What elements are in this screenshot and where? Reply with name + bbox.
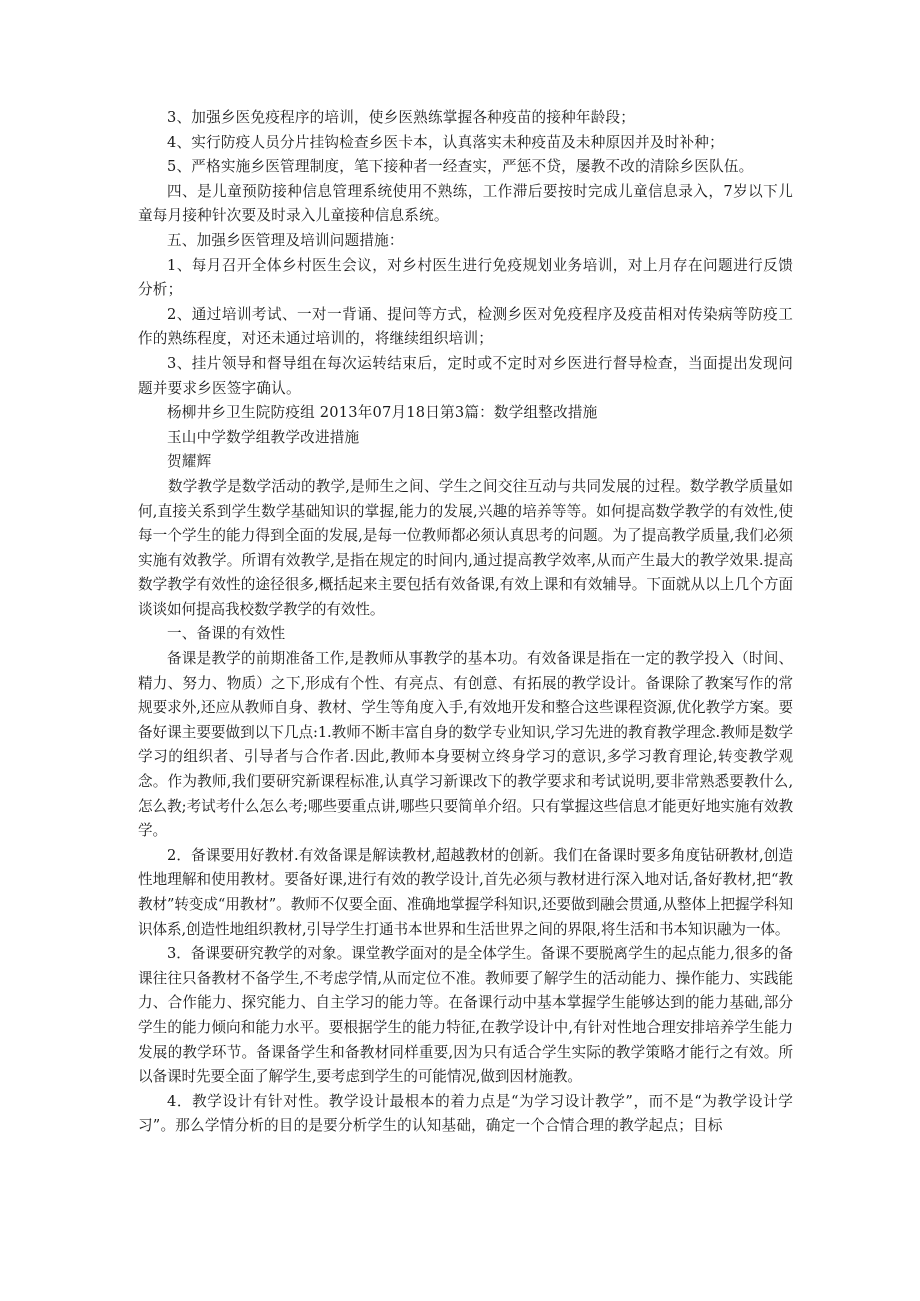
section-one-heading: 一、备课的有效性 (167, 625, 286, 643)
measure-item-5: 5、严格实施乡医管理制度，笔下接种者一经查实，严惩不贷，屡教不改的清除乡医队伍。 (167, 158, 754, 176)
training-item-1: 1、每月召开全体乡村医生会议，对乡村医生进行免疫规划业务培训，对上月存在问题进行反馈分析； (138, 256, 793, 299)
section-four-paragraph: 四、是儿童预防接种信息管理系统使用不熟练，工作滞后要按时完成儿童信息录入，7岁以下儿童每月接种针次要及时录入儿童接种信息系统。 (138, 182, 793, 225)
document-page (138, 106, 793, 1139)
training-item-3: 3、挂片领导和督导组在每次运转结束后，定时或不定时对乡医进行督导检查，当面提出发现问题并要求乡医签字确认。 (138, 354, 793, 397)
article-title: 玉山中学数学组教学改进措施 (167, 428, 360, 446)
signature-line: 杨柳井乡卫生院防疫组 2013年07月18日第3篇：数学组整改措施 (167, 404, 598, 422)
point-4-paragraph: 4．教学设计有针对性。教学设计最根本的着力点是“为学习设计教学”，而不是“为教学设计学习”。那么学情分析的目的是要分析学生的认知基础，确定一个合情合理的教学起点；目标 (138, 1092, 793, 1135)
measure-item-3: 3、加强乡医免疫程序的培训，使乡医熟练掌握各种疫苗的接种年龄段； (167, 109, 636, 126)
lesson-prep-paragraph: 备课是教学的前期准备工作,是教师从事教学的基本功。有效备课是指在一定的教学投入（时间、精力、努力、物质）之下,形成有个性、有亮点、有创意、有拓展的教学设计。备课除了教案写作的常规要求外,还应从教师自身、教材、学生等角度入手,有效地开发和整合这些课程资源,优化教学方案。要备好课主要要做到以下几点:1.教师不断丰富自身的数学专业知识,学习先进的教育教学理念.教师是数学学习的组织者、引导者与合作者.因此,教师本身要树立终身学习的意识,多学习教育理论,转变教学观念。作为教师,我们要研究新课程标准,认真学习新课改下的教学要求和考试说明,要非常熟悉要教什么,怎么教;考试考什么怎么考;哪些要重点讲,哪些只要简单介绍。只有掌握这些信息才能更好地实施有效教学。 (138, 650, 793, 840)
training-item-2: 2、通过培训考试、一对一背诵、提问等方式，检测乡医对免疫程序及疫苗相对传染病等防疫工作的熟练程度，对还未通过培训的，将继续组织培训； (138, 305, 793, 348)
intro-paragraph: 数学教学是数学活动的教学,是师生之间、学生之间交往互动与共同发展的过程。数学教学质量如何,直接关系到学生数学基础知识的掌握,能力的发展,兴趣的培养等等。如何提高数学教学的有效性,使每一个学生的能力得到全面的发展,是每一位教师都必须认真思考的问题。为了提高教学质量,我们必须实施有效教学。所谓有效教学,是指在规定的时间内,通过提高教学效率,从而产生最大的教学效果.提高数学教学有效性的途径很多,概括起来主要包括有效备课,有效上课和有效辅导。下面就从以上几个方面谈谈如何提高我校数学教学的有效性。 (138, 477, 793, 618)
point-3-paragraph: 3．备课要研究教学的对象。课堂教学面对的是全体学生。备课不要脱离学生的起点能力,很多的备课往往只备教材不备学生,不考虑学情,从而定位不准。教师要了解学生的活动能力、操作能力、实践能力、合作能力、探究能力、自主学习的能力等。在备课行动中基本掌握学生能够达到的能力基础,部分学生的能力倾向和能力水平。要根据学生的能力特征,在教学设计中,有针对性地合理安排培养学生能力发展的教学环节。备课备学生和备教材同样重要,因为只有适合学生实际的教学策略才能行之有效。所以备课时先要全面了解学生,要考虑到学生的可能情况,做到因材施教。 (138, 945, 793, 1086)
measure-item-4: 4、实行防疫人员分片挂钩检查乡医卡本，认真落实未种疫苗及未种原因并及时补种； (167, 133, 724, 151)
article-author: 贺耀辉 (167, 453, 212, 471)
section-five-heading: 五、加强乡医管理及培训问题措施： (167, 231, 404, 249)
point-2-paragraph: 2．备课要用好教材.有效备课是解读教材,超越教材的创新。我们在备课时要多角度钻研教材,创造性地理解和使用教材。要备好课,进行有效的教学设计,首先必须与教材进行深入地对话,备好教材,把“教教材”转变成“用教材”。教师不仅要全面、准确地掌握学科知识,还要做到融会贯通,从整体上把握学科知识体系,创造性地组织教材,引导学生打通书本世界和生活世界之间的界限,将生活和书本知识融为一体。 (138, 846, 793, 938)
